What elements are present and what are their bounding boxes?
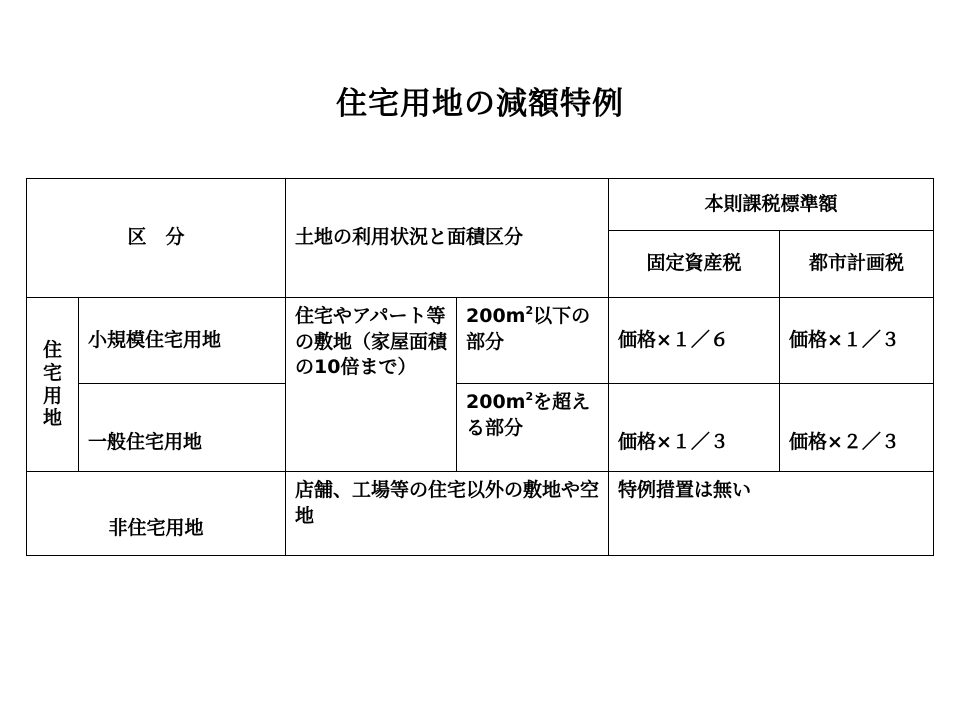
header-fixed-asset-tax: 固定資産税 [609,231,780,298]
residential-label-char: 用 [42,384,62,407]
page-title: 住宅用地の減額特例 [336,86,624,122]
residential-label-char: 地 [42,407,62,430]
small-residential-category: 小規模住宅用地 [79,298,286,384]
small-residential-fixed-asset-rate: 価格×１／６ [609,298,780,384]
non-residential-note: 特例措置は無い [609,472,934,556]
header-city-planning-tax: 都市計画税 [780,231,934,298]
area-prefix: 200m [466,391,526,413]
small-residential-city-planning-rate: 価格×１／３ [780,298,934,384]
residential-label-char: 住 [42,338,62,361]
small-residential-area [457,298,609,384]
residential-land-label [27,298,79,472]
header-standard-tax-base: 本則課税標準額 [609,179,934,231]
residential-label-char: 宅 [42,361,62,384]
general-residential-city-planning-rate: 価格×２／３ [780,384,934,472]
tax-reduction-table [26,178,934,556]
general-residential-fixed-asset-rate: 価格×１／３ [609,384,780,472]
header-category: 区 分 [27,179,286,298]
area-superscript: 2 [525,390,534,403]
area-suffix: 以下の部分 [466,305,591,353]
non-residential-usage: 店舗、工場等の住宅以外の敷地や空地 [286,472,609,556]
area-prefix: 200m [466,305,526,327]
general-residential-area [457,384,609,472]
header-usage: 土地の利用状況と面積区分 [286,179,609,298]
area-suffix: を超える部分 [466,391,591,439]
non-residential-category: 非住宅用地 [27,472,286,556]
residential-usage-description: 住宅やアパート等の敷地（家屋面積の10倍まで） [286,298,457,472]
general-residential-category: 一般住宅用地 [79,384,286,472]
area-superscript: 2 [525,304,534,317]
